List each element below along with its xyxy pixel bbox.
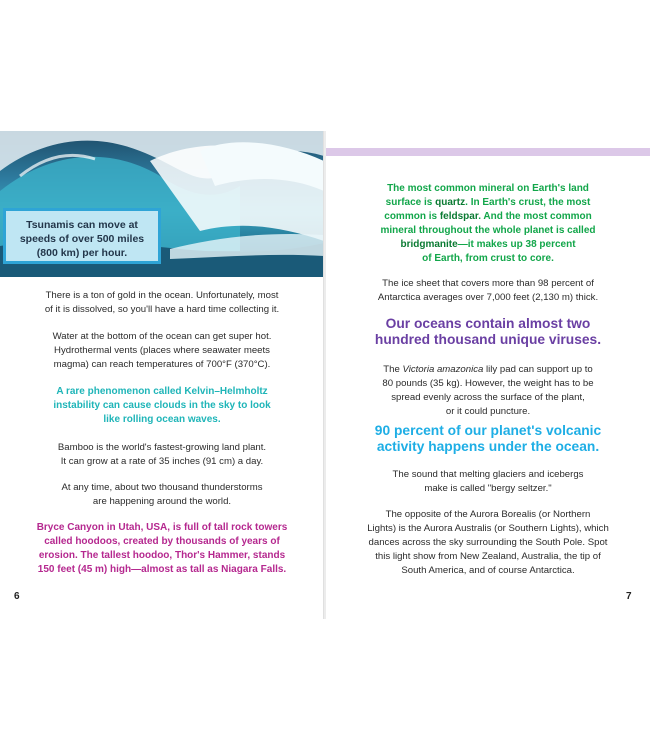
minerals-line-1: The most common mineral on Earth's land bbox=[387, 183, 589, 194]
minerals-line-6: of Earth, from crust to core. bbox=[422, 253, 554, 264]
minerals-line-5b: —it makes up 38 percent bbox=[457, 239, 576, 250]
kelvin-line-1: A rare phenomenon called Kelvin–Helmholtz bbox=[56, 386, 268, 397]
lily-line-1b: lily pad can support up to bbox=[483, 364, 593, 375]
antarctica-ice-paragraph bbox=[336, 277, 640, 305]
sound-line-2: make is called "bergy seltzer." bbox=[424, 483, 552, 494]
bryce-line-1: Bryce Canyon in Utah, USA, is full of tall rock towers bbox=[36, 522, 288, 533]
tsunami-callout-text: Tsunamis can move at speeds of over 500 miles (800 km) per hour. bbox=[19, 219, 145, 259]
header-band bbox=[326, 148, 650, 156]
hydrothermal-line-2: Hydrothermal vents (places where seawater meets bbox=[54, 345, 270, 356]
kelvin-helmholtz-paragraph bbox=[12, 385, 312, 427]
bryce-line-3: erosion. The tallest hoodoo, Thor's Hammer, stands bbox=[38, 550, 286, 561]
thunderstorms-line-2: are happening around the world. bbox=[92, 496, 232, 507]
lily-line-4: or it could puncture. bbox=[445, 406, 531, 417]
page-number-left: 6 bbox=[14, 591, 20, 602]
kelvin-line-2: instability can cause clouds in the sky to look bbox=[53, 400, 271, 411]
bamboo-paragraph bbox=[12, 441, 312, 469]
minerals-line-2 bbox=[336, 196, 640, 210]
minerals-paragraph bbox=[336, 182, 640, 266]
ice-line-2: Antarctica averages over 7,000 feet (2,130 m) thick. bbox=[377, 292, 599, 303]
minerals-line-5 bbox=[336, 238, 640, 252]
gold-paragraph bbox=[12, 289, 312, 317]
left-page bbox=[0, 131, 324, 619]
viruses-heading bbox=[336, 316, 640, 348]
viruses-line-2: hundred thousand unique viruses. bbox=[374, 332, 602, 347]
aurora-line-2: Lights) is the Aurora Australis (or Southern Lights), which bbox=[367, 523, 609, 534]
kelvin-line-3: like rolling ocean waves. bbox=[103, 414, 221, 425]
aurora-line-4: this light show from New Zealand, Australia, the tip of bbox=[375, 551, 601, 562]
minerals-line-2a: surface is bbox=[385, 197, 436, 208]
minerals-line-3b: . And the most common bbox=[478, 211, 592, 222]
hydrothermal-line-3: magma) can reach temperatures of 700°F (370°C). bbox=[53, 359, 271, 370]
viruses-line-1: Our oceans contain almost two bbox=[385, 316, 591, 331]
volcanic-heading bbox=[336, 423, 640, 455]
volcanic-line-2: activity happens under the ocean. bbox=[376, 439, 600, 454]
aurora-line-1: The opposite of the Aurora Borealis (or Northern bbox=[385, 509, 591, 520]
page-number-right: 7 bbox=[626, 591, 632, 602]
aurora-line-3: dances across the sky surrounding the South Pole. Spot bbox=[368, 537, 608, 548]
gold-line-2: of it is dissolved, so you'll have a hard time collecting it. bbox=[44, 304, 280, 315]
right-page bbox=[326, 131, 650, 619]
feldspar-term: feldspar bbox=[439, 211, 479, 222]
bryce-line-4: 150 feet (45 m) high—almost as tall as Niagara Falls. bbox=[37, 564, 287, 575]
gold-line-1: There is a ton of gold in the ocean. Unfortunately, most bbox=[45, 290, 279, 301]
minerals-line-4: mineral throughout the whole planet is called bbox=[380, 225, 596, 236]
minerals-line-3 bbox=[336, 210, 640, 224]
lily-line-1 bbox=[336, 363, 640, 377]
ice-line-1: The ice sheet that covers more than 98 percent of bbox=[382, 278, 594, 289]
bryce-canyon-paragraph bbox=[10, 521, 314, 577]
lily-line-1a: The bbox=[383, 364, 403, 375]
hydrothermal-paragraph bbox=[12, 330, 312, 372]
minerals-line-2b: . In Earth's crust, the most bbox=[465, 197, 591, 208]
book-spread bbox=[0, 131, 650, 619]
aurora-paragraph bbox=[332, 508, 644, 578]
thunderstorms-paragraph bbox=[12, 481, 312, 509]
sound-line-1: The sound that melting glaciers and icebergs bbox=[392, 469, 584, 480]
ocean-wave-photo bbox=[0, 131, 324, 277]
bergy-seltzer-paragraph bbox=[336, 468, 640, 496]
hydrothermal-line-1: Water at the bottom of the ocean can get super hot. bbox=[52, 331, 272, 342]
bridgmanite-term: bridgmanite bbox=[400, 239, 458, 250]
minerals-line-3a: common is bbox=[384, 211, 440, 222]
bamboo-line-2: It can grow at a rate of 35 inches (91 cm) a day. bbox=[60, 456, 264, 467]
bryce-line-2: called hoodoos, created by thousands of years of bbox=[44, 536, 280, 547]
aurora-line-5: South America, and of course Antarctica. bbox=[401, 565, 575, 576]
volcanic-line-1: 90 percent of our planet's volcanic bbox=[374, 423, 602, 438]
lily-line-2: 80 pounds (35 kg). However, the weight has to be bbox=[382, 378, 594, 389]
lily-pad-paragraph bbox=[336, 363, 640, 419]
thunderstorms-line-1: At any time, about two thousand thunderstorms bbox=[61, 482, 263, 493]
lily-species-name: Victoria amazonica bbox=[402, 364, 484, 375]
bamboo-line-1: Bamboo is the world's fastest-growing land plant. bbox=[57, 442, 267, 453]
tsunami-callout-box bbox=[3, 208, 161, 264]
quartz-term: quartz bbox=[435, 197, 466, 208]
lily-line-3: spread evenly across the surface of the plant, bbox=[391, 392, 585, 403]
